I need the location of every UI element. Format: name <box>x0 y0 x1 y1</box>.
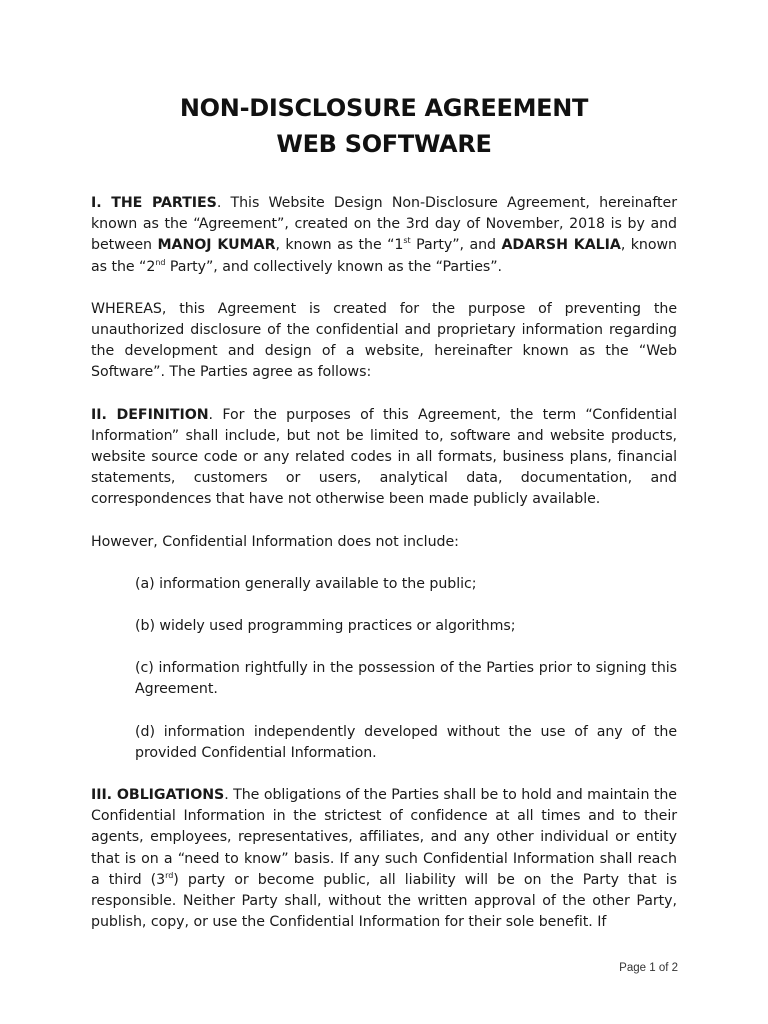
definition-paragraph <box>91 405 677 511</box>
parties-text-d: , known as the “2 <box>91 237 677 275</box>
obligations-text-a: . The obligations of the Parties shall be to hold and maintain the Confidential Information in the strictest of confidence at all times and to their agents, employees, representatives, affiliates, and any other individual or entity that is on a “need to know” basis. If any such Confidential Information shall reach a third (3 <box>91 787 677 888</box>
ordinal-superscript: nd <box>155 257 166 267</box>
ordinal-superscript: rd <box>165 870 174 880</box>
obligations-text-b: ) party or become public, all liability will be on the Party that is responsible. Neither Party shall, without the written approval of the other Party, publish, copy, or use the Confidential Information for their sole benefit. If <box>91 871 677 931</box>
exclusion-item-c: (c) information rightfully in the possession of the Parties prior to signing this Agreement. <box>135 660 677 698</box>
obligations-paragraph <box>91 785 677 933</box>
party1-name: MANOJ KUMAR <box>157 237 276 254</box>
exclusion-item-a: (a) information generally available to the public; <box>135 575 477 592</box>
exclusion-item-b: (b) widely used programming practices or algorithms; <box>135 618 516 635</box>
ordinal-superscript: st <box>403 236 411 246</box>
page-number: Page 1 of 2 <box>619 962 678 974</box>
document-body <box>91 193 677 954</box>
however-paragraph: However, Confidential Information does not include: <box>91 533 459 550</box>
parties-heading: I. THE PARTIES <box>91 195 217 211</box>
obligations-heading: III. OBLIGATIONS <box>91 787 225 804</box>
parties-text-c: Party”, and <box>410 237 502 254</box>
parties-paragraph <box>91 193 677 278</box>
definition-heading: II. DEFINITION <box>91 406 209 423</box>
document-subtitle: WEB SOFTWARE <box>276 130 492 158</box>
exclusion-item-d: (d) information independently developed without the use of any of the provided Confidential Information. <box>135 723 677 761</box>
definition-text: . For the purposes of this Agreement, the term “Confidential Information” shall include, but not be limited to, software and website products, website source code or any related codes in all formats, business plans, financial statements, customers or users, analytical data, documentation, and correspondences that have not otherwise been made publicly available. <box>91 406 677 508</box>
parties-text-a: . This Website Design Non-Disclosure Agreement, hereinafter known as the “Agreement”, created on the 3rd day of November, 2018 is by and between <box>91 195 677 254</box>
parties-text-b: , known as the “1 <box>275 237 404 254</box>
party2-name: ADARSH KALIA <box>501 237 621 254</box>
parties-text-e: Party”, and collectively known as the “Parties”. <box>165 258 503 275</box>
document-title: NON-DISCLOSURE AGREEMENT <box>179 94 589 122</box>
whereas-paragraph: WHEREAS, this Agreement is created for the purpose of preventing the unauthorized disclosure of the confidential and proprietary information regarding the development and design of a website, hereinafter known as the “Web Software”. The Parties agree as follows: <box>91 300 677 381</box>
